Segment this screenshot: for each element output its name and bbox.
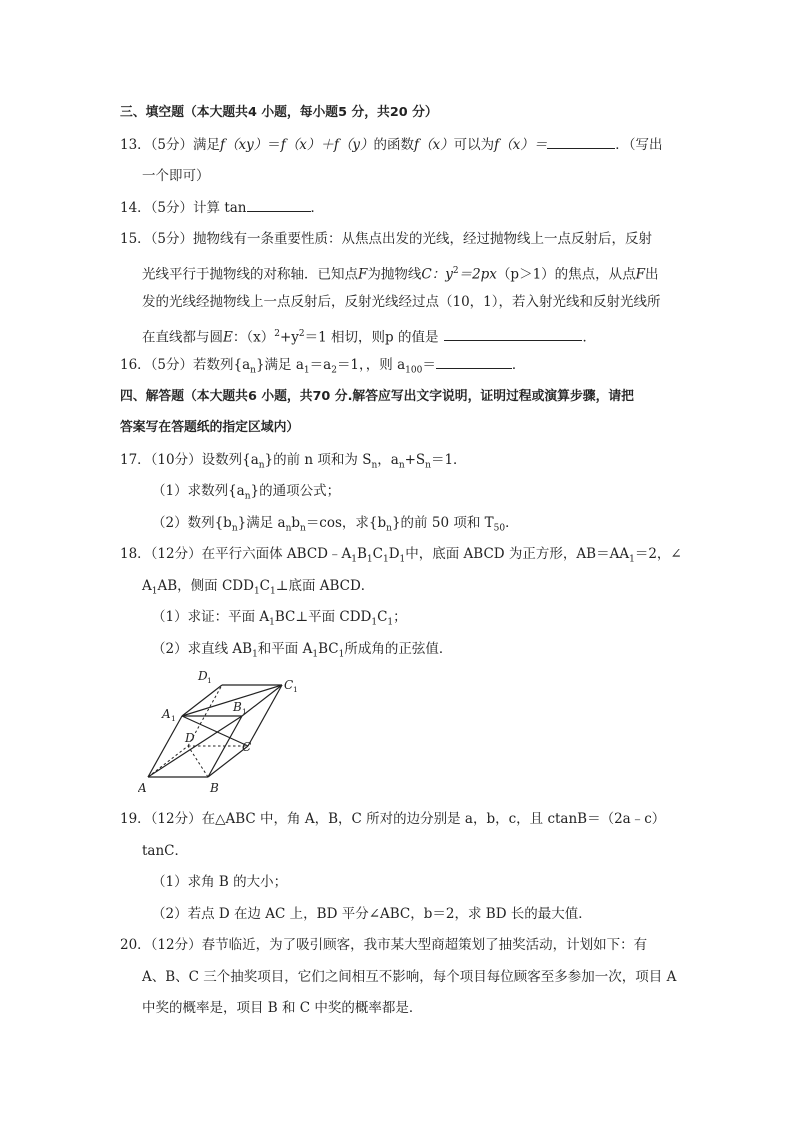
math: 1 (312, 649, 319, 660)
text: ． (511, 357, 526, 373)
math: 1 (338, 649, 345, 660)
math: 1 (371, 617, 378, 628)
question-18 (120, 543, 680, 575)
question-number: 15．（5分） (120, 231, 194, 247)
text: ． (310, 199, 324, 216)
math: 2 (331, 365, 337, 376)
answer-blank[interactable] (444, 326, 582, 341)
question-15 (120, 228, 680, 260)
question-number: 16．（5分） (120, 357, 194, 373)
text: ； (393, 609, 407, 625)
math: 1 (399, 554, 406, 565)
text: +y (279, 329, 299, 345)
math: n (425, 460, 431, 471)
exam-content-lower (120, 808, 680, 1029)
text: 可以为 (453, 136, 495, 153)
math: E (223, 329, 233, 345)
label-D1: D (198, 670, 208, 683)
question-15-line2 (120, 260, 680, 292)
math: C：y (421, 266, 453, 282)
text: 在平行六面体 ABCD﹣A (201, 546, 352, 562)
label-A1: A (162, 707, 171, 721)
math: 1 (151, 586, 158, 597)
text: C (372, 546, 383, 562)
label-C1: C (284, 678, 294, 692)
math: 1 (253, 586, 260, 597)
text: ＝a (309, 357, 332, 373)
math: n (258, 460, 265, 471)
label-B: B (210, 781, 219, 795)
label-C: C (242, 740, 252, 754)
edge-AD-hidden (148, 746, 188, 777)
math: 2 (452, 265, 459, 276)
math: n (371, 460, 378, 471)
question-20 (120, 934, 680, 966)
text: }的前 50 项和 T (391, 514, 494, 531)
text: }的通项公式； (250, 483, 341, 499)
section-solve-heading-cont: 答案写在答题纸的指定区域内） (120, 420, 300, 435)
math: n (231, 523, 238, 534)
math: 1 (382, 554, 389, 565)
text: B (356, 546, 367, 562)
text: 的函数 (373, 136, 415, 153)
text: 中，底面 ABCD 为正方形，AB＝AA (405, 546, 630, 562)
question-number: 19．（12分） (120, 811, 202, 827)
math: 2 (298, 328, 305, 339)
text: （p＞1）的焦点，从点 (496, 266, 636, 282)
question-19-part2: （2）若点 D 在边 AC 上，BD 平分∠ABC，b＝2，求 BD 长的最大值． (152, 905, 592, 922)
math: f（x） (414, 136, 454, 153)
label-B1-sub: 1 (242, 707, 247, 716)
text: （1）求数列{a (152, 483, 245, 499)
text: D (388, 546, 400, 562)
text: }满足 a (237, 514, 286, 531)
text: 满足 (193, 136, 221, 153)
question-19-part1: （1）求角 B 的大小； (152, 874, 288, 890)
math: 50 (493, 523, 506, 534)
math: n (398, 460, 405, 471)
label-A1-sub: 1 (171, 714, 176, 723)
text: ：（x） (232, 329, 275, 345)
answer-blank[interactable] (247, 197, 311, 212)
question-15-line4 (120, 323, 680, 355)
math: n (300, 523, 306, 534)
math: F (635, 266, 646, 282)
math: F (358, 266, 368, 282)
question-17-part2 (120, 512, 680, 544)
text: 若数列{a (193, 357, 251, 373)
text: ＝1，，则 a (336, 357, 406, 373)
text: BC⊥平面 CDD (274, 609, 372, 625)
math: 1 (366, 554, 373, 565)
question-number: 14．（5分） (120, 199, 194, 216)
text: 为抛物线 (367, 266, 422, 282)
question-15-line3: 发的光线经抛物线上一点反射后，反射光线经过点（10，1），若入射光线和反射光线所 (142, 294, 661, 310)
answer-blank[interactable] (547, 134, 615, 149)
text: ＝2，∠ (634, 546, 682, 562)
question-17-part1 (120, 480, 680, 512)
question-16 (120, 354, 680, 386)
math: f（xy） (220, 136, 268, 153)
math: 1 (303, 365, 310, 376)
question-18-part2 (120, 638, 680, 670)
text: 计算 tan (193, 199, 247, 216)
exam-content (120, 102, 680, 669)
parallelepiped-diagram (138, 670, 308, 798)
text: BC (318, 640, 339, 657)
question-18-part1 (120, 606, 680, 638)
math: 1 (252, 649, 258, 660)
question-14 (120, 197, 680, 229)
text: 在△ABC 中，角 A，B，C 所对的边分别是 a，b，c，且 ctanB＝（2a﹣c） (201, 811, 666, 827)
text: +S (404, 451, 426, 468)
text: ＝1 相切，则p 的值是 (304, 329, 439, 345)
label-B1: B (233, 700, 242, 714)
label-C1-sub: 1 (293, 685, 298, 694)
diagonal-BD-hidden (188, 746, 208, 777)
text: ＝ (267, 136, 281, 153)
math: n (244, 491, 251, 502)
question-19 (120, 808, 680, 840)
math: n (250, 365, 256, 376)
question-number: 20．（12分） (120, 937, 202, 953)
text: }的前 n 项和为 S (264, 451, 372, 468)
question-18-line2 (120, 575, 680, 607)
text: ＝ (422, 357, 436, 373)
text: b (291, 514, 301, 531)
text: C (259, 577, 271, 594)
question-13-cont: 一个即可） (142, 168, 210, 184)
math: 100 (405, 365, 423, 376)
text: AB，侧面 CDD (157, 577, 254, 594)
text: ＝cos，求{b (305, 514, 387, 531)
math: n (285, 523, 292, 534)
text: 出 (645, 266, 659, 282)
section-fill-in-heading: 三、填空题（本大题共4 小题，每小题5 分，共20 分） (120, 105, 438, 120)
text: ．（写出 (615, 136, 663, 153)
question-number: 17．（10分） (120, 451, 202, 468)
question-17 (120, 449, 680, 481)
text: （1）求证：平面 A (152, 609, 270, 625)
label-A: A (138, 781, 147, 795)
math: ＝2px (458, 266, 497, 282)
section-solve-heading: 四、解答题（本大题共6 小题，共70 分.解答应写出文字说明，证明过程或演算步骤，请把 (120, 388, 634, 404)
text: ⊥底面 ABCD． (275, 577, 375, 594)
math: 1 (387, 617, 394, 628)
math: 1 (629, 554, 635, 565)
question-20-line2: A、B、C 三个抽奖项目，它们之间相互不影响，每个项目每位顾客至多参加一次，项目 A (142, 968, 677, 985)
label-D: D (185, 731, 195, 745)
label-D1-sub: 1 (207, 676, 212, 685)
math: 1 (351, 554, 357, 565)
text: 在直线都与圆 (142, 329, 223, 345)
text: A (142, 577, 152, 594)
text: 春节临近，为了吸引顾客，我市某大型商超策划了抽奖活动，计划如下：有 (201, 937, 648, 953)
text: ． (505, 514, 519, 531)
answer-blank[interactable] (436, 354, 512, 369)
math: n (386, 523, 392, 534)
math: f（x）＝ (494, 136, 548, 153)
edge-A1D1 (182, 685, 222, 716)
text: }满足 a (255, 357, 304, 373)
question-20-line3: 中奖的概率是，项目 B 和 C 中奖的概率都是． (142, 1000, 423, 1016)
math: 2 (274, 328, 280, 339)
text: ，a (377, 451, 399, 468)
math: 1 (269, 617, 275, 628)
question-number: 13．（5分） (120, 136, 194, 153)
math: 1 (270, 586, 276, 597)
text: ． (582, 329, 596, 345)
edge-B1C1 (242, 685, 282, 716)
parallelepiped-figure (138, 670, 308, 798)
text: （2）数列{b (152, 514, 232, 531)
text: 所成角的正弦值． (344, 640, 453, 657)
text: C (377, 609, 388, 625)
question-13 (120, 134, 680, 166)
question-19-line2: tanC． (142, 842, 188, 859)
math: f（x）＋f（y） (280, 136, 374, 153)
text: 设数列{a (201, 451, 259, 468)
edge-AA1 (148, 716, 182, 777)
text: ＝1． (430, 451, 467, 468)
question-number: 18．（12分） (120, 546, 202, 562)
text: （2）求直线 AB (152, 640, 253, 657)
text: 抛物线有一条重要性质：从焦点出发的光线，经过抛物线上一点反射后，反射 (193, 231, 653, 247)
text: 光线平行于抛物线的对称轴．已知点 (142, 266, 358, 282)
text: 和平面 A (257, 640, 313, 657)
